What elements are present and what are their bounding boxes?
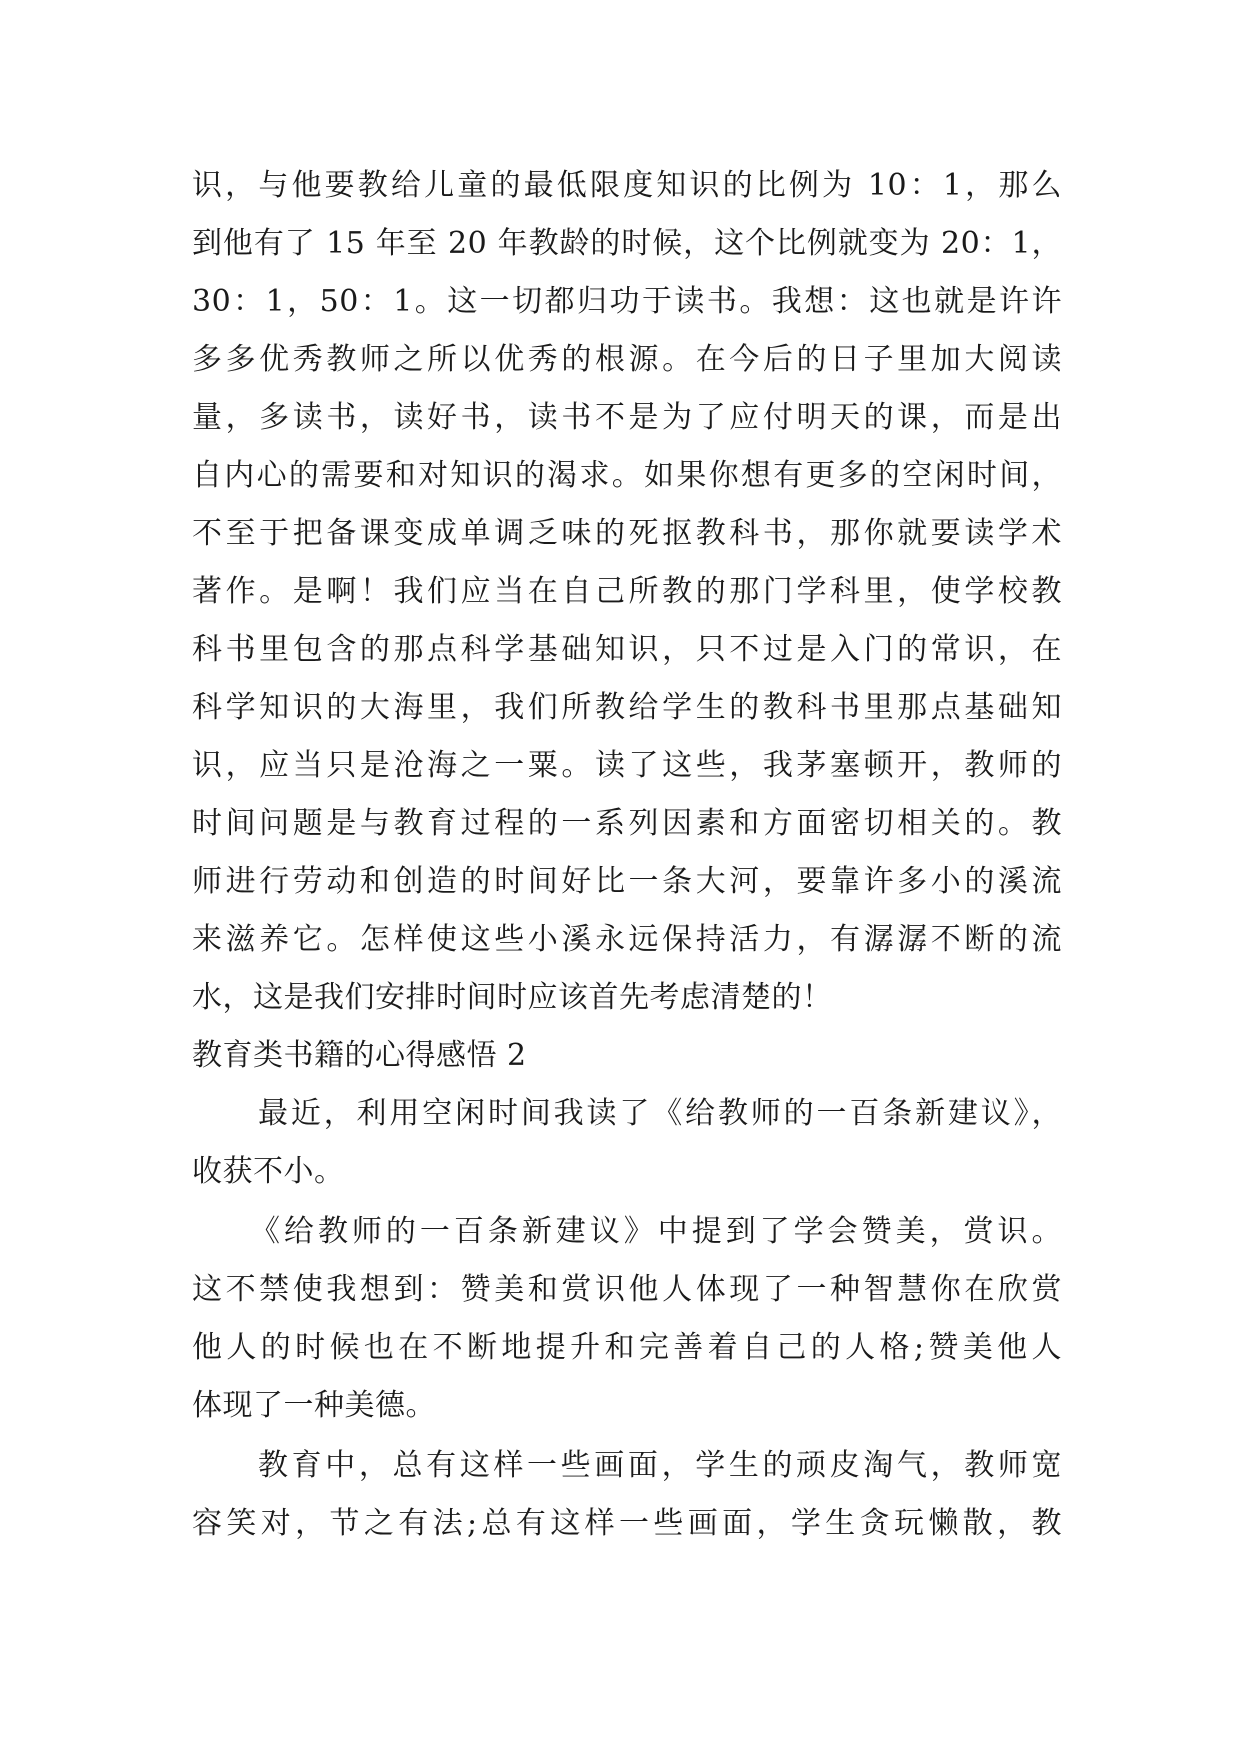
text-line: 30：1，50：1。这一切都归功于读书。我想：这也就是许许 [192, 284, 1062, 319]
text-line: 量，多读书，读好书，读书不是为了应付明天的课，而是出 [192, 400, 1062, 435]
text-line: 时间问题是与教育过程的一系列因素和方面密切相关的。教 [192, 806, 1062, 841]
paragraph-line: 他人的时候也在不断地提升和完善着自己的人格;赞美他人 [192, 1330, 1062, 1365]
paragraph-line: 容笑对，节之有法;总有这样一些画面，学生贪玩懒散，教 [192, 1506, 1062, 1541]
text-line: 识，应当只是沧海之一粟。读了这些，我茅塞顿开，教师的 [192, 748, 1062, 783]
text-line: 科书里包含的那点科学基础知识，只不过是入门的常识，在 [192, 632, 1062, 667]
paragraph-line: 体现了一种美德。 [192, 1388, 436, 1423]
paragraph-line: 收获不小。 [192, 1154, 345, 1189]
paragraph-line: 《给教师的一百条新建议》中提到了学会赞美，赏识。 [250, 1214, 1062, 1249]
text-line: 水，这是我们安排时间时应该首先考虑清楚的！ [192, 980, 833, 1015]
text-line: 科学知识的大海里，我们所教给学生的教科书里那点基础知 [192, 690, 1062, 725]
text-line: 到他有了 15 年至 20 年教龄的时候，这个比例就变为 20：1， [192, 226, 1062, 261]
text-line: 识，与他要教给儿童的最低限度知识的比例为 10：1，那么 [192, 168, 1062, 203]
text-line: 著作。是啊！我们应当在自己所教的那门学科里，使学校教 [192, 574, 1062, 609]
paragraph-line: 这不禁使我想到：赞美和赏识他人体现了一种智慧你在欣赏 [192, 1272, 1062, 1307]
paragraph-line: 最近，利用空闲时间我读了《给教师的一百条新建议》， [258, 1096, 1062, 1131]
text-line: 自内心的需要和对知识的渴求。如果你想有更多的空闲时间， [192, 458, 1062, 493]
text-line: 不至于把备课变成单调乏味的死抠教科书，那你就要读学术 [192, 516, 1062, 551]
text-line: 师进行劳动和创造的时间好比一条大河，要靠许多小的溪流 [192, 864, 1062, 899]
section-heading: 教育类书籍的心得感悟 2 [192, 1038, 527, 1073]
paragraph-line: 教育中，总有这样一些画面，学生的顽皮淘气，教师宽 [258, 1448, 1062, 1483]
text-line: 来滋养它。怎样使这些小溪永远保持活力，有潺潺不断的流 [192, 922, 1062, 957]
text-line: 多多优秀教师之所以优秀的根源。在今后的日子里加大阅读 [192, 342, 1062, 377]
